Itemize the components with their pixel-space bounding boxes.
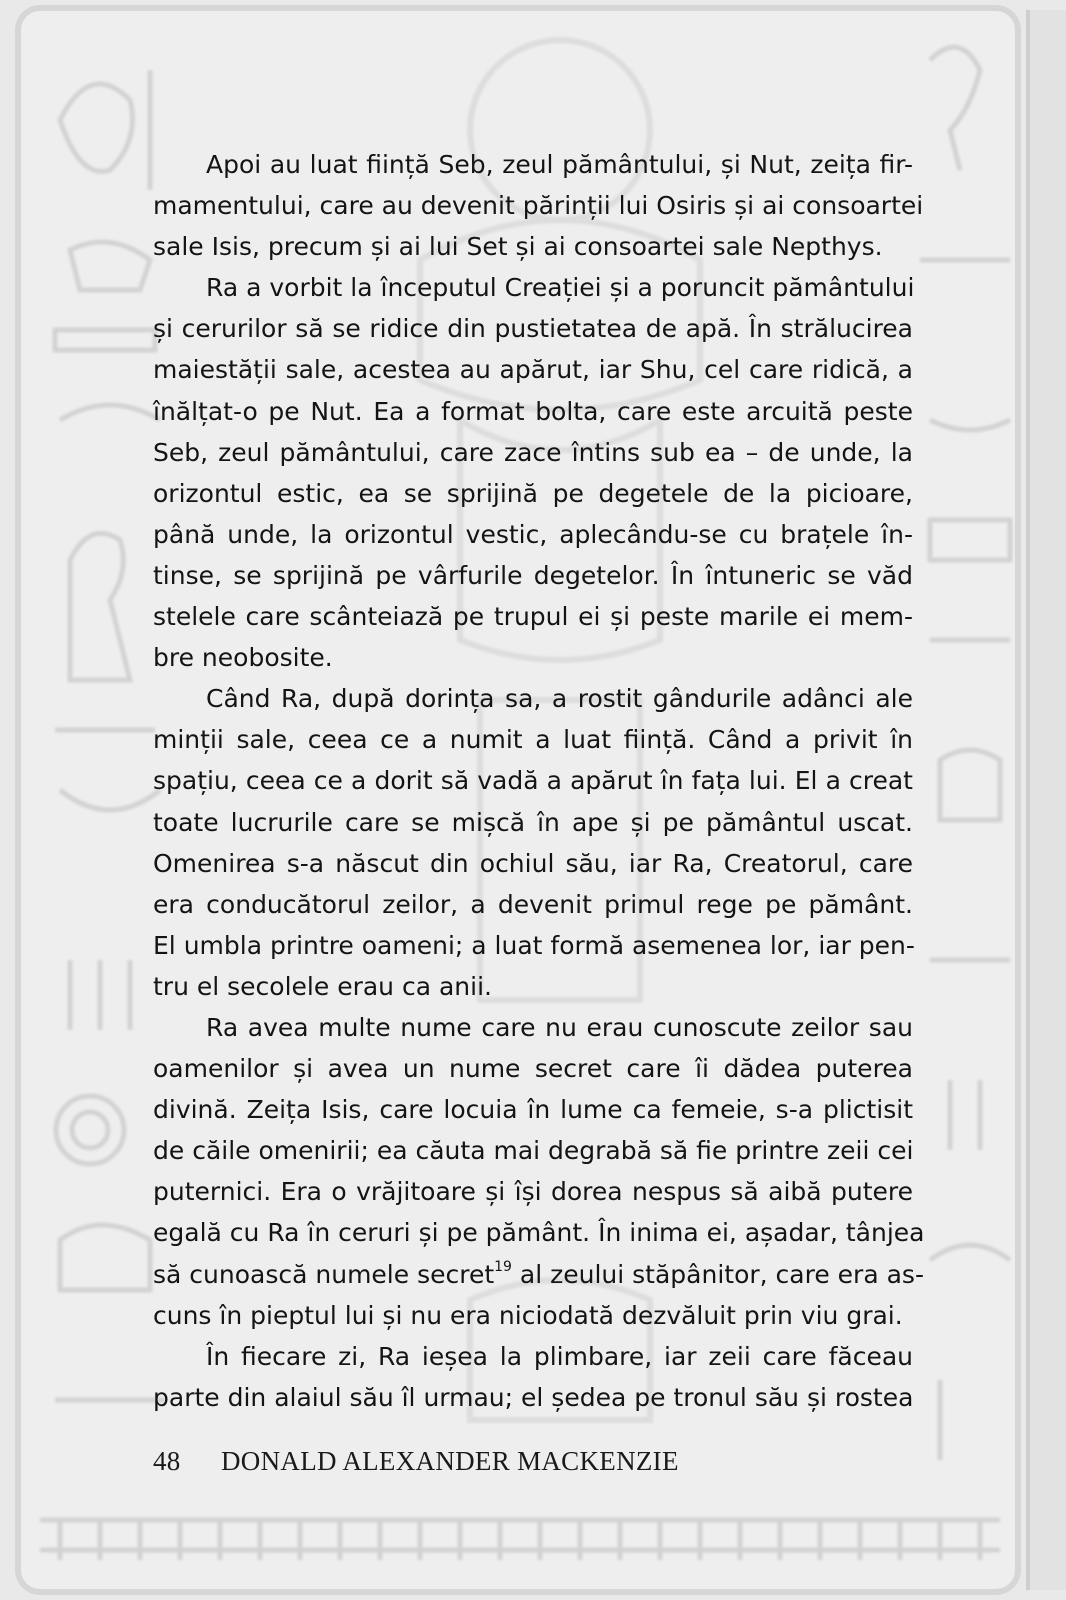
text-line [153, 719, 913, 760]
text-line [153, 843, 913, 884]
text-line [153, 596, 913, 637]
text-line-content: sale Isis, precum și ai lui Set și ai consoartei sale Nepthys. [153, 232, 883, 262]
text-line [153, 802, 913, 843]
text-line-content: cuns în pieptul lui și nu era niciodată dezvăluit prin viu grai. [153, 1300, 903, 1330]
text-line [153, 185, 924, 226]
text-line [153, 1295, 913, 1336]
text-line-content: parte din alaiul său îl urmau; el ședea pe tronul său și rostea [153, 1382, 914, 1412]
text-line [153, 1212, 925, 1253]
text-line [153, 966, 913, 1007]
text-line-content: bre neobosite. [153, 643, 333, 673]
text-line [153, 1048, 913, 1089]
text-line [153, 144, 913, 185]
text-line-content: minții sale, ceea ce a numit a luat ființă. Când a privit în [153, 725, 913, 755]
text-line-content: spațiu, ceea ce a dorit să vadă a apărut în fața lui. El a creat [153, 766, 913, 796]
text-line [153, 1130, 913, 1171]
text-line [153, 349, 913, 390]
text-line-content: maiestății sale, acestea au apărut, iar Shu, cel care ridică, a [153, 355, 913, 385]
page-footer [153, 1446, 679, 1477]
text-line-content: Omenirea s-a născut din ochiul său, iar Ra, Creatorul, care [153, 848, 913, 878]
text-line [153, 1089, 913, 1130]
body-text [153, 144, 925, 1418]
text-line [153, 267, 913, 308]
text-line-content: stelele care scânteiază pe trupul ei și peste marile ei mem- [153, 602, 913, 632]
text-line [153, 555, 913, 596]
text-line-content: toate lucrurile care se mișcă în ape și pe pământul uscat. [153, 807, 913, 837]
text-line [153, 1336, 913, 1377]
text-line-content: tru el secolele erau ca anii. [153, 971, 492, 1001]
text-line-content: mamentului, care au devenit părinții lui Osiris și ai consoartei [153, 191, 924, 221]
text-line-content: egală cu Ra în ceruri și pe pământ. În inima ei, așadar, tânjea [153, 1218, 925, 1248]
text-line-content: Când Ra, după dorința sa, a rostit gândurile adânci ale [206, 684, 913, 714]
text-line [153, 432, 913, 473]
text-line-content: Seb, zeul pământului, care zace întins sub ea – de unde, la [153, 437, 913, 467]
text-line-content: Ra avea multe nume care nu erau cunoscute zeilor sau [206, 1012, 913, 1042]
text-line-content: În fiecare zi, Ra ieșea la plimbare, iar zeii care făceau [206, 1341, 913, 1371]
text-line [153, 637, 913, 678]
text-line [153, 1007, 913, 1048]
text-line [153, 514, 913, 555]
text-line [153, 760, 913, 801]
text-line-content: puternici. Era o vrăjitoare și își dorea nespus să aibă putere [153, 1177, 913, 1207]
text-line-content: al zeului stăpânitor, care era as- [511, 1259, 924, 1289]
text-line-content: oamenilor și avea un nume secret care îi dădea puterea [153, 1054, 913, 1084]
footnote-marker[interactable]: 19 [494, 1258, 512, 1275]
text-line-content: tinse, se sprijină pe vârfurile degetelor. În întuneric se văd [153, 560, 913, 590]
text-line-content: orizontul estic, ea se sprijină pe degetele de la picioare, [153, 478, 913, 508]
text-line-content: El umbla printre oameni; a luat formă asemenea lor, iar pen- [153, 930, 915, 960]
text-line [153, 1377, 913, 1418]
text-line [153, 1171, 913, 1212]
text-line-content: înălțat-o pe Nut. Ea a format bolta, care este arcuită peste [153, 396, 913, 426]
text-line [153, 884, 913, 925]
running-author: DONALD ALEXANDER MACKENZIE [221, 1446, 679, 1476]
text-line-content: divină. Zeița Isis, care locuia în lume ca femeie, s-a plictisit [153, 1095, 913, 1125]
text-line-content: era conducătorul zeilor, a devenit primul rege pe pământ. [153, 889, 913, 919]
text-line [153, 925, 913, 966]
text-line-content: să cunoască numele secret [153, 1259, 495, 1289]
text-line [153, 1254, 924, 1295]
text-line [153, 473, 913, 514]
text-line-content: și cerurilor să se ridice din pustietatea de apă. În strălucirea [153, 314, 913, 344]
text-line-content: de căile omenirii; ea căuta mai degrabă să fie printre zeii cei [153, 1136, 914, 1166]
text-line-content: până unde, la orizontul vestic, aplecându-se cu brațele în- [153, 519, 913, 549]
page-number: 48 [153, 1446, 181, 1476]
text-line-content: Apoi au luat ființă Seb, zeul pământului, și Nut, zeița fir- [206, 150, 913, 179]
text-line [153, 226, 913, 267]
text-line-content: Ra a vorbit la începutul Creației și a poruncit pământului [206, 273, 915, 303]
text-line [153, 678, 913, 719]
text-line [153, 308, 913, 349]
text-line [153, 391, 913, 432]
